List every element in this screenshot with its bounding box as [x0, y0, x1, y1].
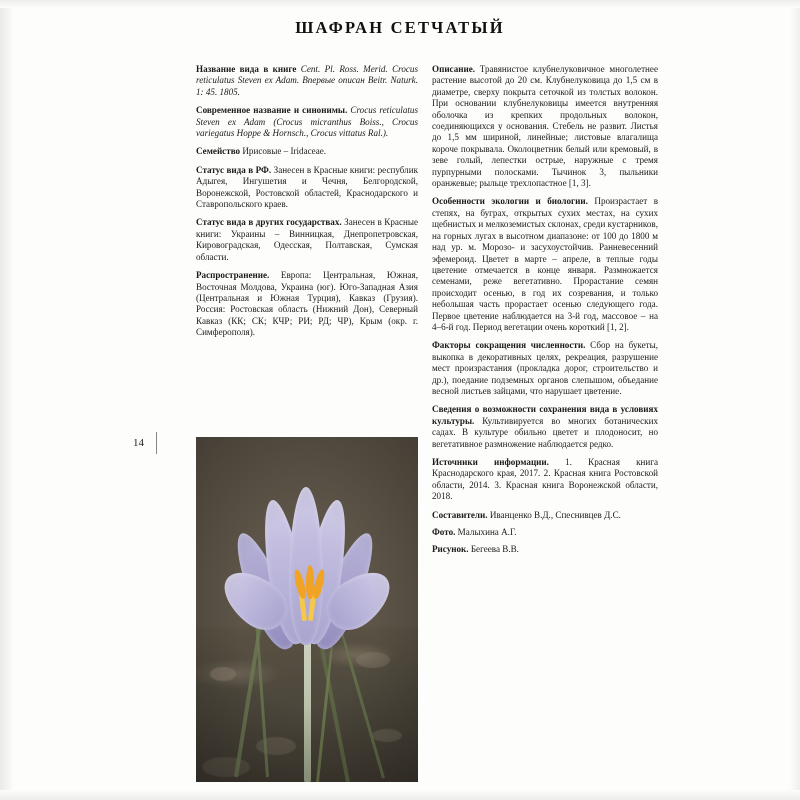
species-photograph: [196, 437, 418, 782]
paragraph-family: [196, 146, 418, 157]
pebble: [372, 729, 402, 742]
paragraph-sources: [432, 457, 658, 503]
paragraph-modern-name: [196, 105, 418, 139]
body-photo-credit: Малыхина А.Г.: [455, 527, 517, 538]
pebble: [202, 757, 250, 777]
body-description: Травянистое клубнелуковичное многолетнее растение высотой до 20 см. Клубнелуковица до 1,5 см в диаметре, сверху покрыта сеточкой из толстых волокон. При основании клубнелуковицы имеется внутренняя оболочка из крепких продольных волокон, соединяющихся у основания. Стебель не развит. Листья до 1,5 мм шириной, линейные; листовые влагалища короче покрывала. Околоцветник белый или кремовый, в зеве голый, лепестки острые, наружные с тремя пурпурными полосками. Тычинок 3, пыльники оранжевые; рыльце трехлопастное [1, 3].: [432, 64, 658, 189]
page-edge-left: [0, 0, 14, 800]
paragraph-distribution: [196, 270, 418, 338]
lead-threats: Факторы сокращения численности.: [432, 340, 586, 351]
body-drawing-credit: Бегеева В.В.: [468, 544, 519, 555]
lead-distribution: Распространение.: [196, 270, 270, 281]
left-text-column: [196, 64, 418, 346]
lead-ecology: Особенности экологии и биологии.: [432, 196, 588, 207]
body-sources: 1. Красная книга Краснодарского края, 2017. 2. Красная книга Ростовской области, 2014. 3. Красная книга Воронежской области, 2018.: [432, 457, 658, 502]
lead-description: Описание.: [432, 64, 476, 74]
flower-stem: [304, 633, 311, 782]
body-name-in-book: Cent. Pl. Ross. Merid. Crocus reticulatus Steven ex Adam. Впервые описан Beitr. Naturk. 1: 45. 1805.: [196, 64, 419, 97]
paragraph-name-in-book: [196, 64, 418, 98]
lead-name-in-book: Название вида в книге: [196, 64, 297, 74]
paragraph-compilers: [432, 510, 658, 521]
page-number: 14: [133, 437, 144, 449]
pebble: [256, 737, 296, 755]
lead-cultivation: Сведения о возможности сохранения вида в условиях культуры.: [432, 404, 658, 426]
lead-family: Семейство: [196, 146, 241, 157]
body-compilers: Иванценко В.Д., Спеснивцев Д.С.: [487, 509, 621, 520]
body-cultivation: Культивируется во многих ботанических садах. В культуре обильно цветет и плодоносит, но вегетативное размножение наблюдается редко.: [432, 415, 658, 449]
paragraph-threats: [432, 340, 658, 397]
page-edge-right: [790, 0, 800, 800]
lead-modern-name: Современное название и синонимы.: [196, 105, 348, 116]
lead-status-other: Статус вида в других государствах.: [196, 217, 342, 228]
body-ecology: Произрастает в степях, на буграх, открытых сухих местах, на сухих щебнистых и мелкоземистых склонах, среди кустарников, на горных лугах в высотном диапазоне: от 100 до 1800 м над ур. м. Морозо- и засухоустойчив. Ранневесенний эфемероид. Цветет в марте – апреле, в теплые годы цветение отмечается в конце января. Размножается семенами, реже вегетативно. Прорастание семян происходит осенью, в год их созревания, и только небольшая часть прорастает осенью следующего года. Первое цветение наблюдается на 3-й год, массовое – на 4–6-й год. Период вегетации очень короткий [1, 2].: [432, 196, 658, 332]
lead-status-rf: Статус вида в РФ.: [196, 164, 272, 175]
body-status-other: Занесен в Красные книги: Украины – Винницкая, Днепропетровская, Кировоградская, Одесская, Полтавская, Сумская области.: [196, 217, 418, 262]
body-distribution: Европа: Центральная, Южная, Восточная Молдова, Украина (юг). Юго-Западная Азия (Центральная и Южная Турция), Кавказ (Грузия). Россия: Ростовская область (Нижний Дон), Северный Кавказ (КК; СК; КЧР; РИ; РД; ЧР), Крым (окр. г. Симферополя).: [196, 270, 418, 338]
page-title: ШАФРАН СЕТЧАТЫЙ: [295, 18, 505, 37]
paragraph-description: [432, 64, 658, 189]
right-text-column: [432, 64, 658, 562]
lead-compilers: Составители.: [432, 509, 488, 520]
lead-photo-credit: Фото.: [432, 527, 456, 538]
paragraph-status-other: [196, 217, 418, 263]
folio-divider: [156, 432, 157, 454]
paragraph-photo-credit: [432, 527, 658, 538]
paragraph-cultivation: [432, 404, 658, 450]
pebble: [356, 652, 390, 668]
lead-sources: Источники информации.: [432, 457, 549, 467]
paragraph-status-rf: [196, 165, 418, 211]
body-status-rf: Занесен в Красные книги: республик Адыгея, Ингушетия и Чечня, Белгородской, Воронежской, Ростовской областей, Краснодарского и Ставропольского краев.: [196, 164, 418, 210]
pebble: [210, 667, 236, 681]
page-edge-top: [0, 0, 800, 8]
body-threats: Сбор на букеты, выкопка в декоративных целях, рекреация, разрушение мест произрастания (прокладка дорог, строительство и др.), поедание подземных органов слепышом, объедание весной листьев зайцами, что нарушает цветение.: [432, 340, 658, 396]
body-modern-name: Crocus reticulatus Steven ex Adam (Crocus micranthus Boiss., Crocus variegatus Hoppe & Hornsch., Crocus vittatus Ral.).: [196, 105, 418, 139]
body-family: Ирисовые – Iridaceae.: [240, 146, 327, 157]
page-edge-bottom: [0, 790, 800, 800]
paragraph-drawing-credit: [432, 544, 658, 555]
lead-drawing-credit: Рисунок.: [432, 544, 469, 555]
paragraph-ecology: [432, 196, 658, 333]
